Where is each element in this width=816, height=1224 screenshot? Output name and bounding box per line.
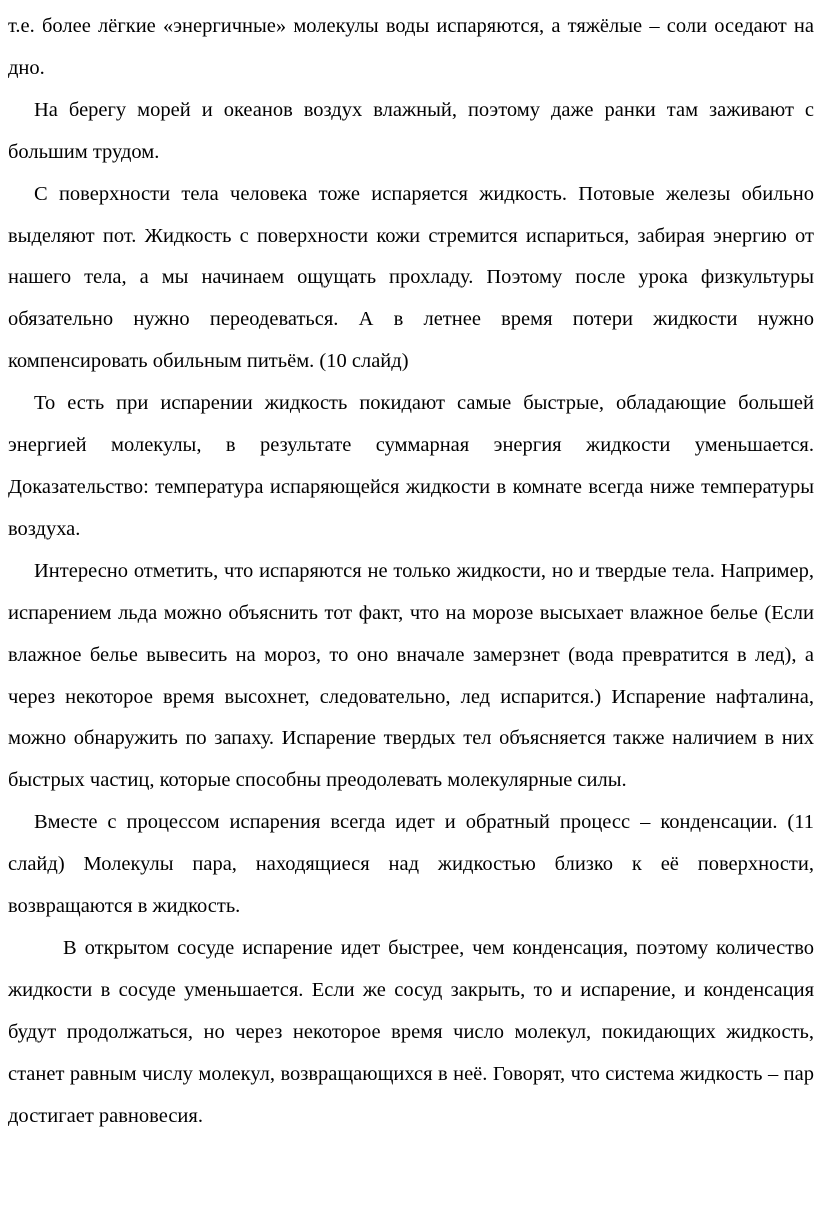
paragraph-sweat: С поверхности тела человека тоже испаряется жидкость. Потовые железы обильно выделяют пот. Жидкость с поверхности кожи стремится испариться, забирая энергию от нашего тела, а мы начинаем ощущать прохладу. Поэтому после урока физкультуры обязательно нужно переодеваться. А в летнее время потери жидкости нужно компенсировать обильным питьём. (10 слайд) <box>8 182 814 373</box>
paragraph-equilibrium: В открытом сосуде испарение идет быстрее, чем конденсация, поэтому количество жидкости в сосуде уменьшается. Если же сосуд закрыть, то и испарение, и конденсация будут продолжаться, но через некоторое время число молекул, покидающих жидкость, станет равным числу молекул, возвращающихся в неё. Говорят, что система жидкость – пар достигает равновесия. <box>8 936 814 1127</box>
paragraph-sea-air: На берегу морей и океанов воздух влажный, поэтому даже ранки там заживают с большим трудом. <box>8 98 814 163</box>
paragraph-continuation: т.е. более лёгкие «энергичные» молекулы воды испаряются, а тяжёлые – соли оседают на дно. <box>8 15 814 79</box>
paragraph-condensation: Вместе с процессом испарения всегда идет и обратный процесс – конденсации. (11 слайд) Молекулы пара, находящиеся над жидкостью близко к её поверхности, возвращаются в жидкость. <box>8 811 814 918</box>
paragraph-solids-evaporation: Интересно отметить, что испаряются не только жидкости, но и твердые тела. Например, испарением льда можно объяснить тот факт, что на морозе высыхает влажное белье (Если влажное белье вывесить на мороз, то оно вначале замерзнет (вода превратится в лед), а через некоторое время высохнет, следовательно, лед испарится.) Испарение нафталина, можно обнаружить по запаху. Испарение твердых тел объясняется также наличием в них быстрых частиц, которые способны преодолевать молекулярные силы. <box>8 559 814 792</box>
document-text <box>8 6 814 1137</box>
paragraph-fast-molecules: То есть при испарении жидкость покидают самые быстрые, обладающие большей энергией молекулы, в результате суммарная энергия жидкости уменьшается. Доказательство: температура испаряющейся жидкости в комнате всегда ниже температуры воздуха. <box>8 392 814 540</box>
